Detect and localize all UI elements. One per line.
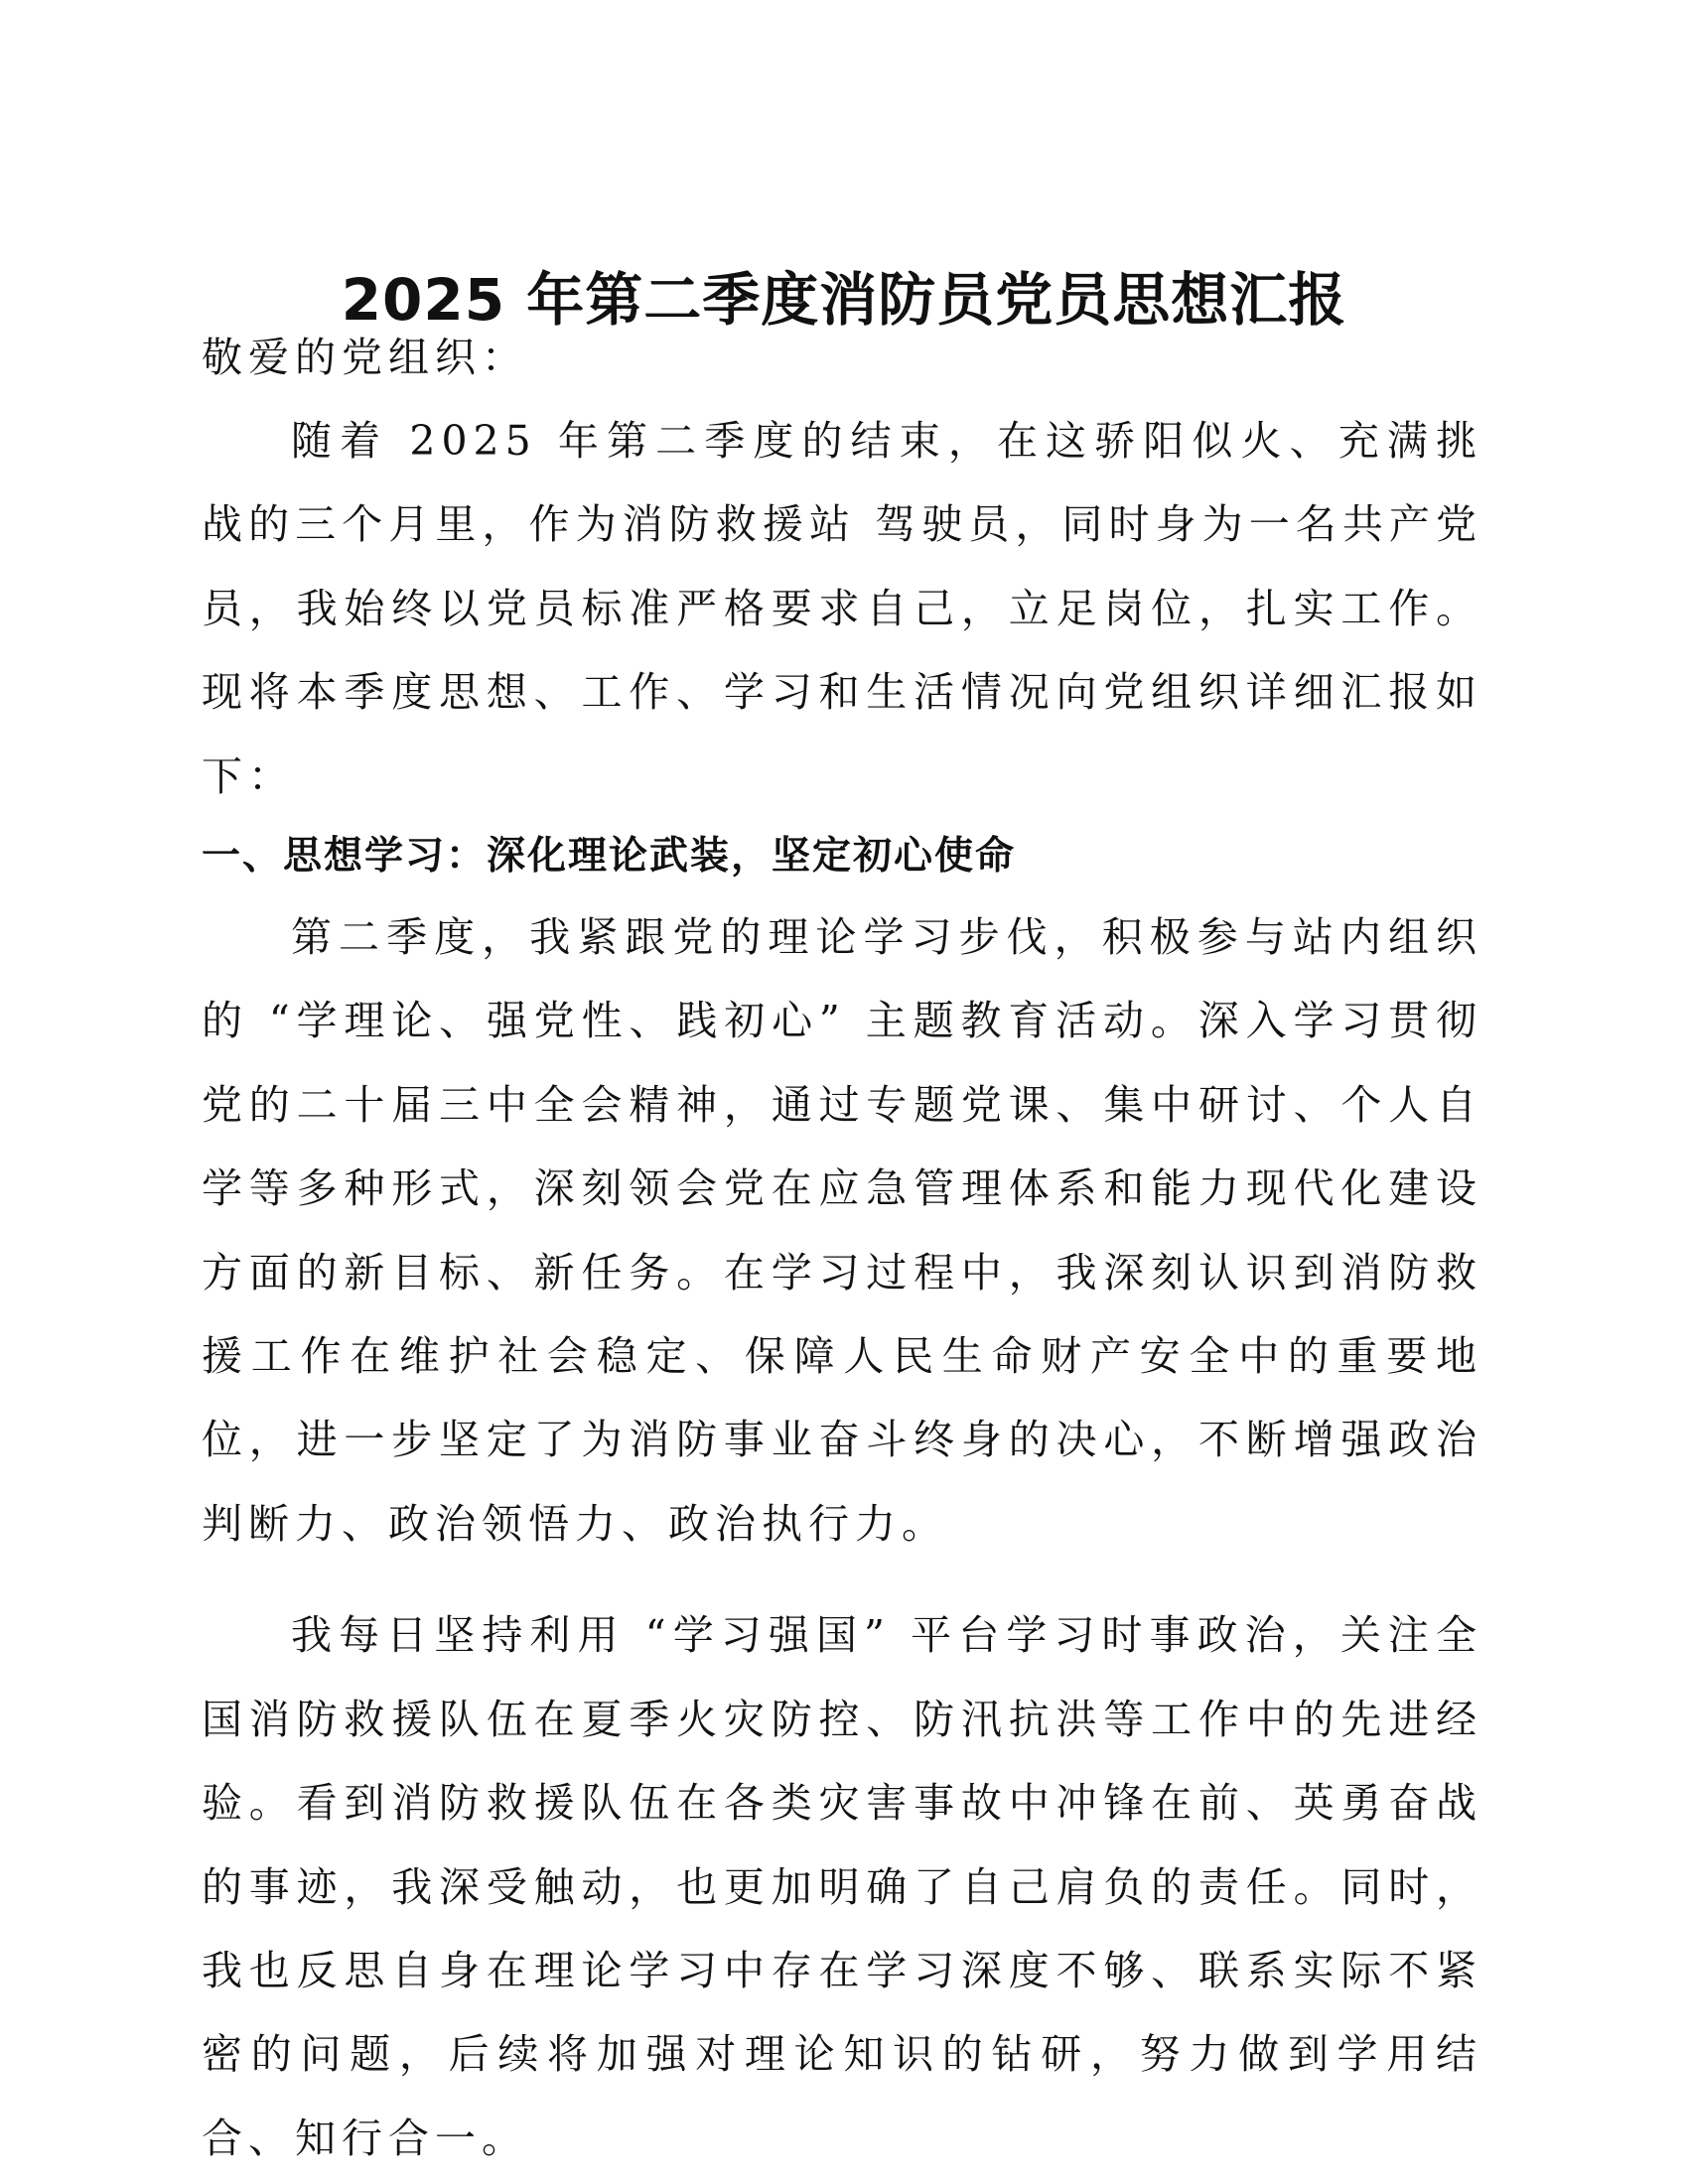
document-body [202, 316, 1482, 2180]
section-paragraph: 第二季度，我紧跟党的理论学习步伐，积极参与站内组织的 “学理论、强党性、践初心” 主题教育活动。深入学习贯彻党的二十届三中全会精神，通过专题党课、集中研讨、个人自学等多种形式，深刻领会党在应急管理体系和能力现代化建设方面的新目标、新任务。在学习过程中，我深刻认识到消防救援工作在维护社会稳定、保障人民生命财产安全中的重要地位，进一步坚定了为消防事业奋斗终身的决心，不断增强政治判断力、政治领悟力、政治执行力。 [202, 913, 1482, 1548]
section-paragraph: 我每日坚持利用 “学习强国” 平台学习时事政治，关注全国消防救援队伍在夏季火灾防控、防汛抗洪等工作中的先进经验。看到消防救援队伍在各类灾害事故中冲锋在前、英勇奋战的事迹，我深受触动，也更加明确了自己肩负的责任。同时，我也反思自身在理论学习中存在学习深度不够、联系实际不紧密的问题，后续将加强对理论知识的钻研，努力做到学用结合、知行合一。 [202, 1611, 1482, 2162]
intro-paragraph: 随着 2025 年第二季度的结束，在这骄阳似火、充满挑战的三个月里，作为消防救援站 驾驶员，同时身为一名共产党员，我始终以党员标准严格要求自己，立足岗位，扎实工作。现将本季度思想、工作、学习和生活情况向党组织详细汇报如下： [202, 417, 1482, 800]
salutation: 敬爱的党组织： [202, 334, 528, 381]
document-title: 2025 年第二季度消防员党员思想汇报 [341, 266, 1347, 334]
section-heading: 一、思想学习：深化理论武装，坚定初心使命 [202, 834, 1017, 880]
